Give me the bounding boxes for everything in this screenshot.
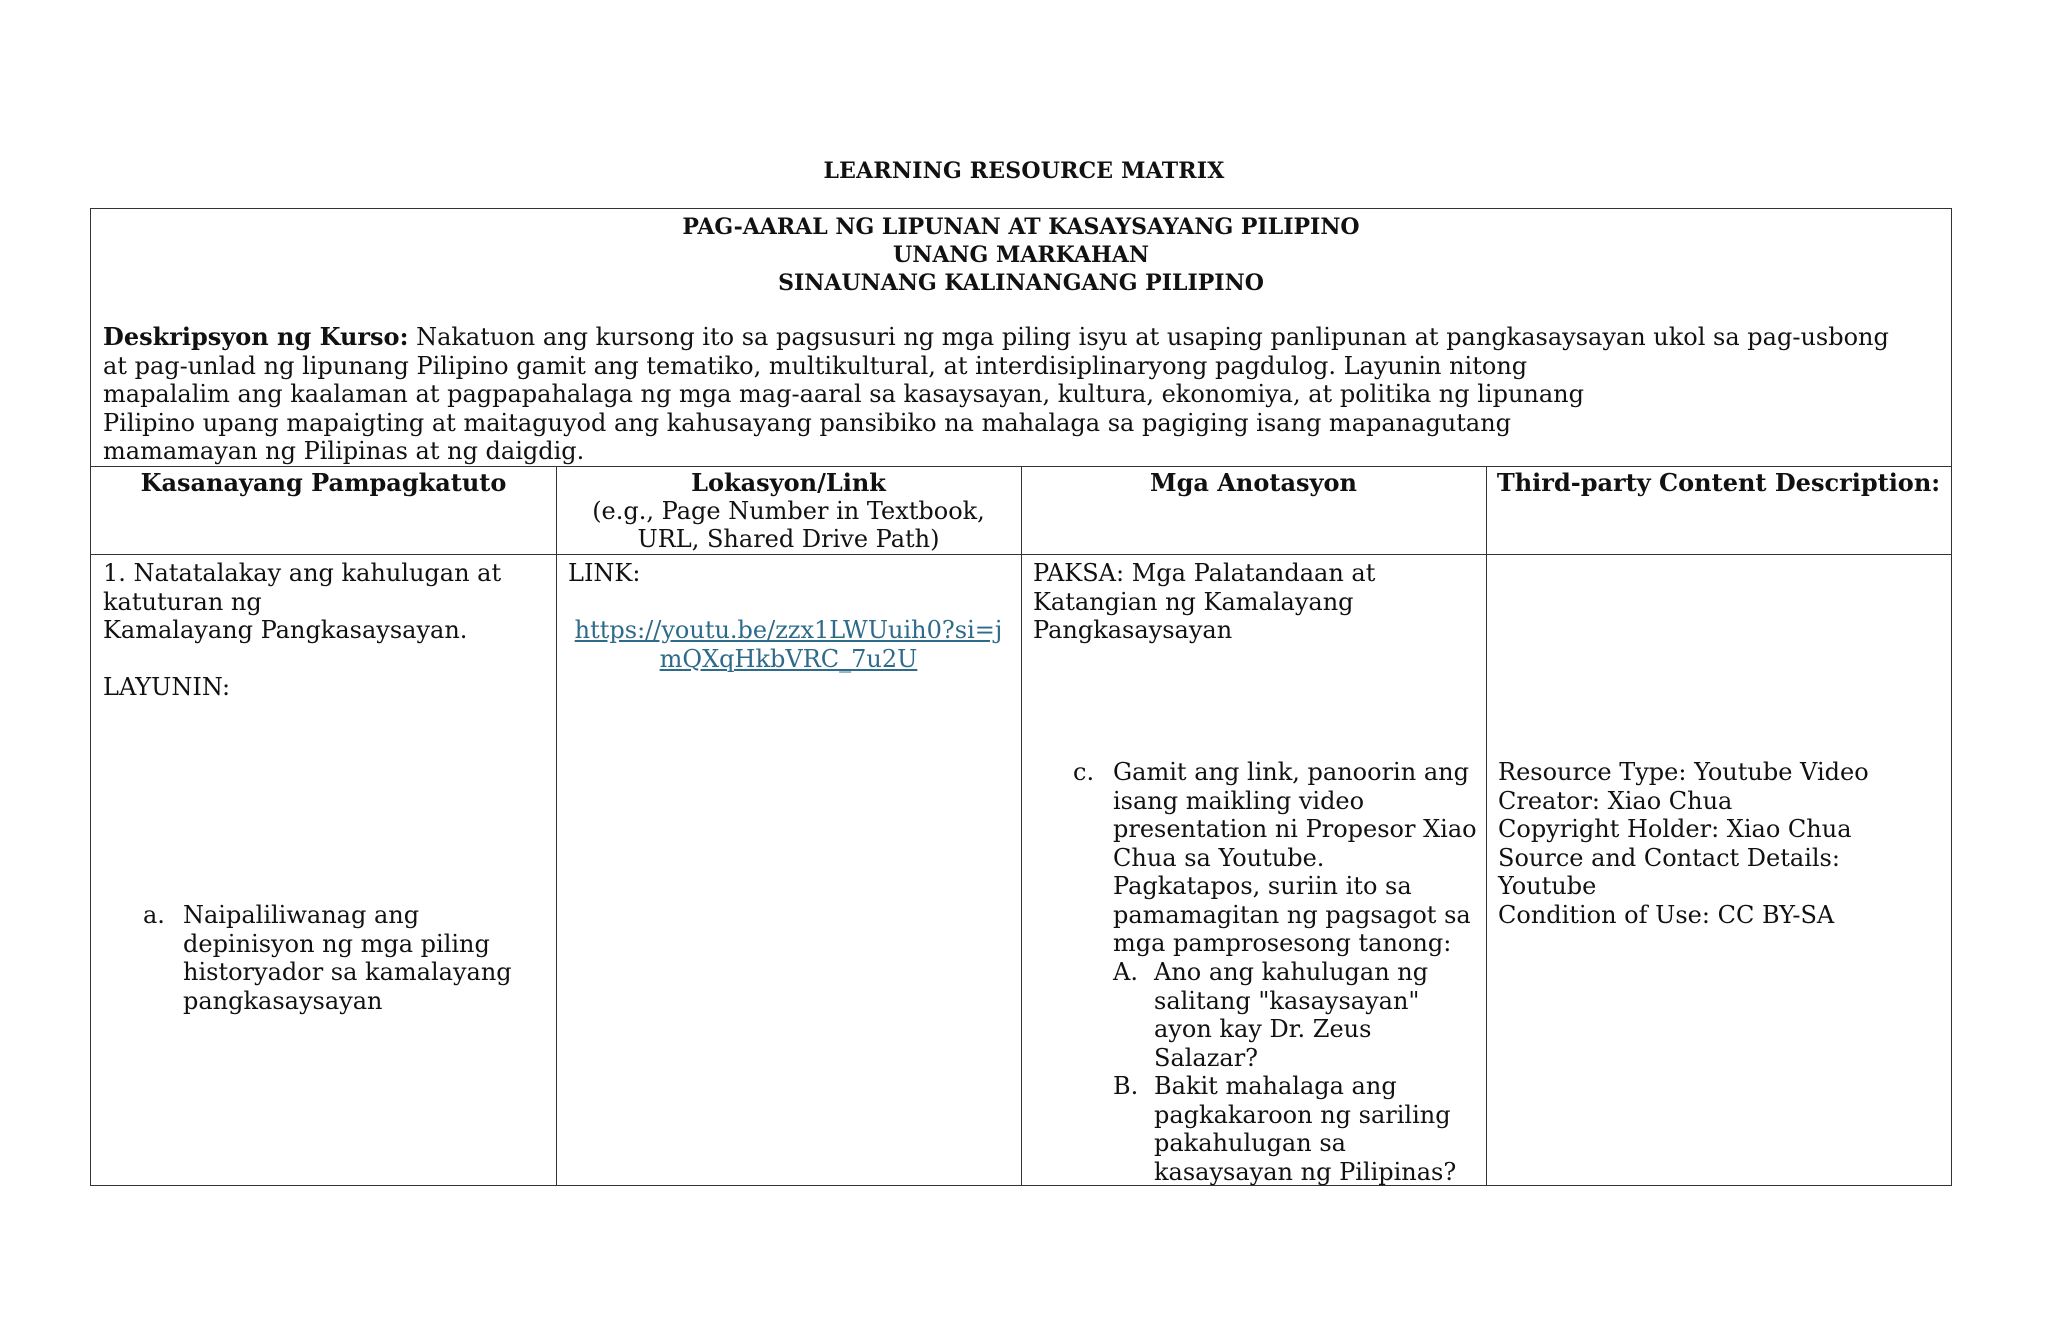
- resource-type: Resource Type: Youtube Video: [1498, 758, 1869, 786]
- question-a-marker: A.: [1113, 958, 1138, 986]
- course-description-line: mamamayan ng Pilipinas at ng daigdig.: [103, 437, 585, 465]
- condition-of-use: Condition of Use: CC BY-SA: [1498, 900, 1835, 929]
- header-location: [556, 467, 1021, 554]
- source-contact-label: Source and Contact Details:: [1498, 843, 1840, 872]
- learning-resource-matrix: [90, 208, 1952, 1186]
- quarter-label: UNANG MARKAHAN: [893, 242, 1149, 268]
- header-third-party: Third-party Content Description:: [1496, 468, 1941, 497]
- header-competency: Kasanayang Pampagkatuto: [140, 468, 507, 497]
- subject-title: PAG-AARAL NG LIPUNAN AT KASAYSAYANG PILIPINO: [682, 214, 1360, 240]
- competency-line: Kamalayang Pangkasaysayan.: [103, 616, 468, 644]
- course-description-label: Deskripsyon ng Kurso:: [103, 322, 409, 351]
- subject-heading: [91, 213, 1951, 297]
- matrix-header: [91, 209, 1951, 467]
- activity-instructions: Gamit ang link, panoorin ang isang maikling video presentation ni Propesor Xiao Chua sa Youtube. Pagkatapos, suriin ito sa pamamagitan ng pagsagot sa mga pamprosesong tanong:: [1113, 758, 1477, 957]
- question-b-marker: B.: [1113, 1072, 1139, 1100]
- copyright-holder: Copyright Holder: Xiao Chua: [1498, 815, 1852, 843]
- video-link-line[interactable]: mQXqHkbVRC_7u2U: [659, 644, 918, 673]
- objective-item: Naipaliliwanag ang depinisyon ng mga piling historyador sa kamalayang pangkasaysayan: [183, 901, 512, 1015]
- header-annotation: Mga Anotasyon: [1150, 468, 1357, 497]
- creator: Creator: Xiao Chua: [1498, 786, 1733, 815]
- unit-title: SINAUNANG KALINANGANG PILIPINO: [778, 270, 1264, 296]
- question-b: Bakit mahalaga ang pagkakaroon ng sariling pakahulugan sa kasaysayan ng Pilipinas?: [1154, 1072, 1457, 1186]
- objective-label: LAYUNIN:: [103, 673, 231, 701]
- topic-text: PAKSA: Mga Palatandaan at Katangian ng Kamalayang Pangkasaysayan: [1033, 559, 1376, 644]
- header-location-title: Lokasyon/Link: [691, 468, 886, 497]
- competency-line: 1. Natatalakay ang kahulugan at: [103, 559, 502, 587]
- header-location-sub: (e.g., Page Number in Textbook,: [592, 497, 985, 525]
- course-description-line: mapalalim ang kaalaman at pagpapahalaga ng mga mag-aaral sa kasaysayan, kultura, ekonomiya, at politika ng lipunang: [103, 380, 1585, 408]
- course-description-line: at pag-unlad ng lipunang Pilipino gamit ang tematiko, multikultural, at interdisiplinaryong pagdulog. Layunin nitong: [103, 351, 1528, 380]
- course-description-line: Pilipino upang mapaigting at maitaguyod ang kahusayang pansibiko na mahalaga sa pagiging isang mapanagutang: [103, 408, 1512, 437]
- video-link[interactable]: [556, 616, 1021, 673]
- question-a: Ano ang kahulugan ng salitang "kasaysayan" ayon kay Dr. Zeus Salazar?: [1154, 958, 1429, 1072]
- column-header-row: [91, 467, 1951, 555]
- competency-line: katuturan ng: [103, 587, 262, 616]
- source-contact-value: Youtube: [1498, 872, 1597, 900]
- document-title: LEARNING RESOURCE MATRIX: [823, 158, 1225, 184]
- header-location-sub: URL, Shared Drive Path): [637, 525, 940, 553]
- course-description: [103, 323, 1943, 466]
- competency-cell: [103, 559, 501, 702]
- video-link-line[interactable]: https://youtu.be/zzx1LWUuih0?si=j: [574, 616, 1003, 644]
- course-description-line: Nakatuon ang kursong ito sa pagsusuri ng mga piling isyu at usaping panlipunan at pangkasaysayan ukol sa pag-usbong: [408, 323, 1889, 351]
- third-party-details: [1498, 758, 1869, 929]
- activity-marker: c.: [1073, 758, 1095, 786]
- link-label: LINK:: [568, 559, 641, 587]
- objective-marker: a.: [143, 901, 165, 929]
